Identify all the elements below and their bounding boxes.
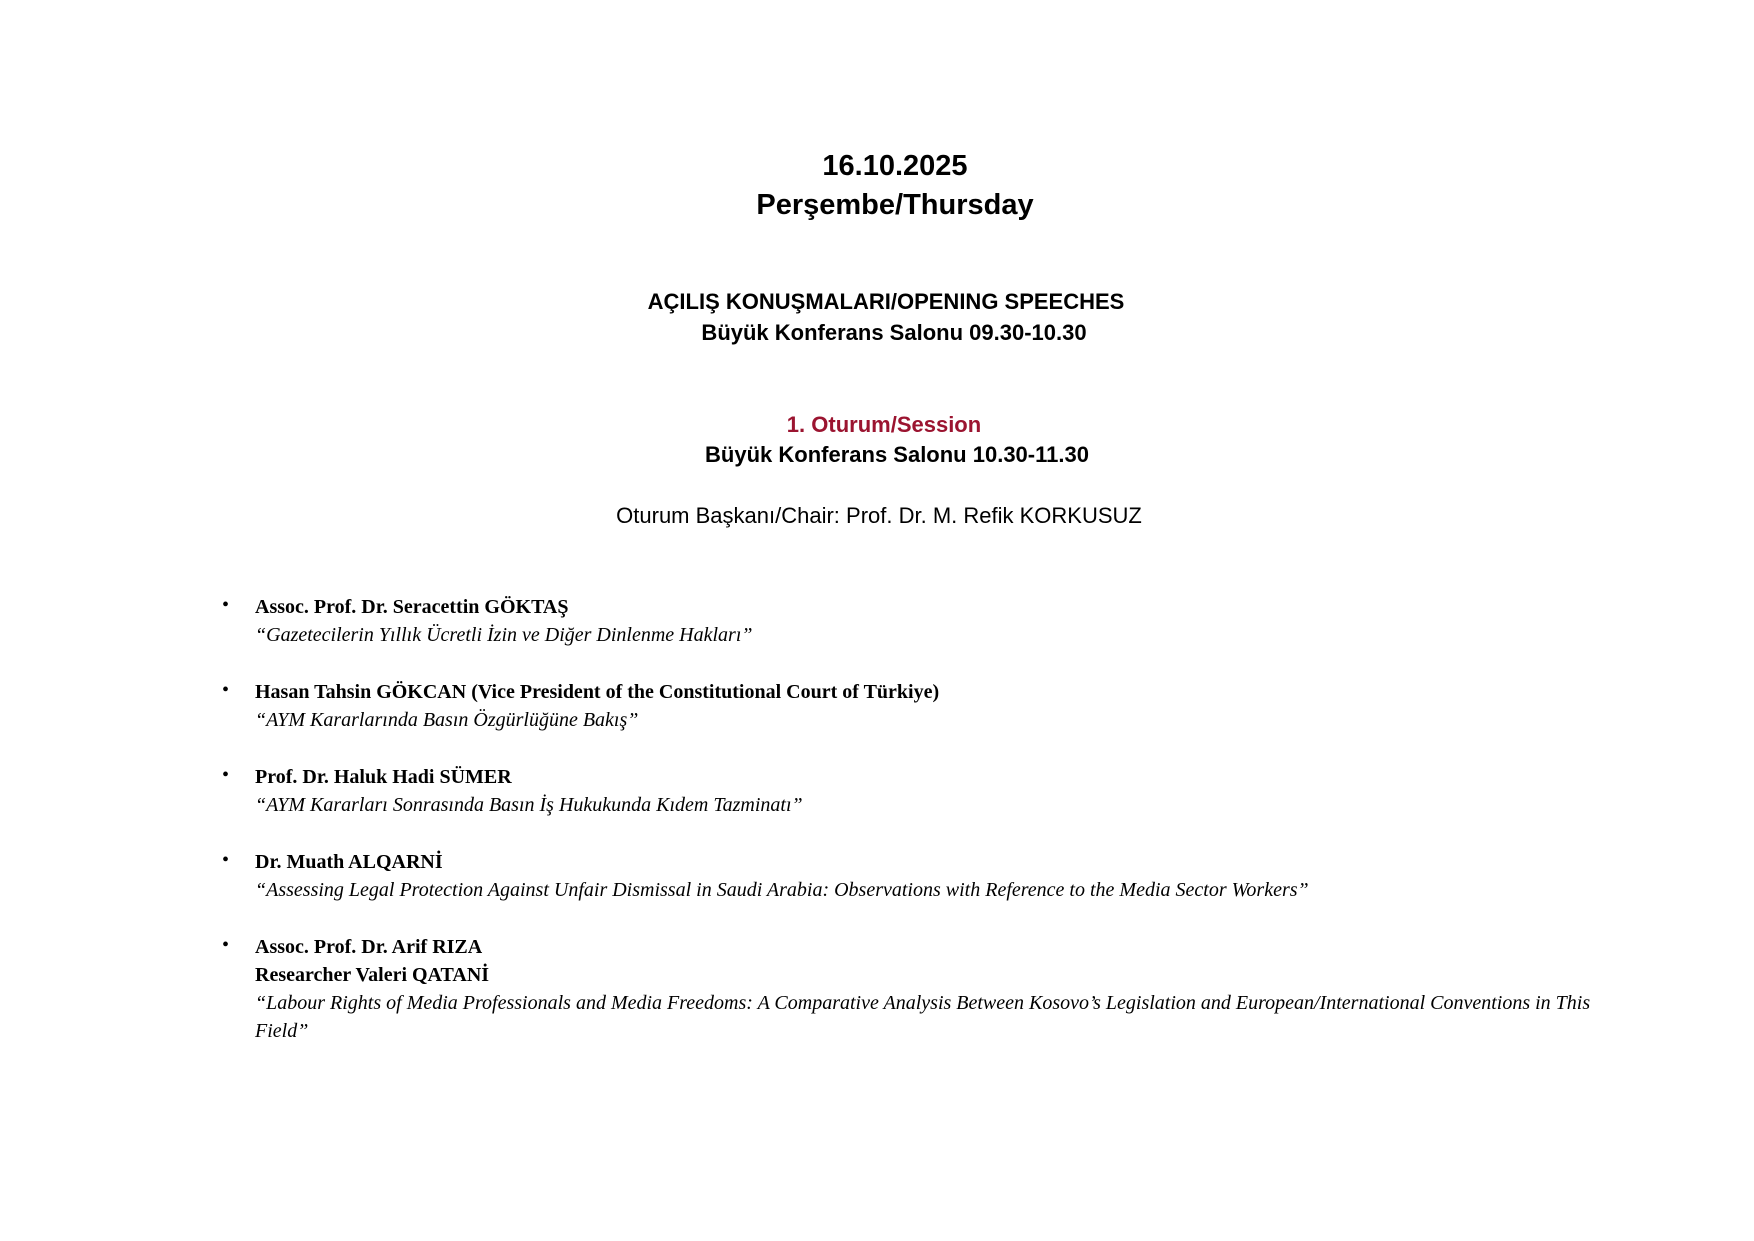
list-item: [220, 763, 1620, 819]
program-day: Perşembe/Thursday: [756, 189, 1034, 221]
talk-title: “Gazetecilerin Yıllık Ücretli İzin ve Diğer Dinlenme Hakları”: [255, 624, 753, 646]
speaker-name: Dr. Muath ALQARNİ: [255, 851, 443, 873]
session-title: 1. Oturum/Session: [786, 412, 982, 437]
talk-title: “Assessing Legal Protection Against Unfair Dismissal in Saudi Arabia: Observations with Reference to the Media Sector Workers”: [255, 879, 1309, 901]
bullet-icon: •: [222, 679, 230, 701]
speaker-name: Assoc. Prof. Dr. Seracettin GÖKTAŞ: [255, 596, 569, 618]
talk-title: “AYM Kararları Sonrasında Basın İş Hukukunda Kıdem Tazminatı”: [255, 794, 803, 816]
session-chair: Oturum Başkanı/Chair: Prof. Dr. M. Refik KORKUSUZ: [616, 503, 1142, 528]
talk-title: “Labour Rights of Media Professionals and Media Freedoms: A Comparative Analysis Between Kosovo’s Legislation and European/International Conventions in This Field”: [255, 992, 1591, 1042]
speaker-name-second: Researcher Valeri QATANİ: [255, 964, 490, 986]
bullet-icon: •: [222, 764, 230, 786]
opening-speeches-venue: Büyük Konferans Salonu 09.30-10.30: [701, 320, 1087, 345]
speaker-name: Prof. Dr. Haluk Hadi SÜMER: [255, 766, 512, 788]
speaker-name: Hasan Tahsin GÖKCAN (Vice President of the Constitutional Court of Türkiye): [255, 681, 940, 703]
bullet-icon: •: [222, 849, 230, 871]
list-item: [220, 678, 1620, 734]
speaker-name: Assoc. Prof. Dr. Arif RIZA: [255, 936, 483, 958]
list-item: [220, 933, 1620, 1045]
speaker-list: [220, 593, 1620, 1045]
talk-title: “AYM Kararlarında Basın Özgürlüğüne Bakış”: [255, 709, 639, 731]
opening-speeches-title: AÇILIŞ KONUŞMALARI/OPENING SPEECHES: [647, 289, 1125, 314]
bullet-icon: •: [222, 934, 230, 956]
list-item: [220, 593, 1620, 649]
list-item: [220, 848, 1620, 904]
bullet-icon: •: [222, 594, 230, 616]
session-venue: Büyük Konferans Salonu 10.30-11.30: [705, 442, 1089, 467]
program-date: 16.10.2025: [822, 150, 968, 182]
